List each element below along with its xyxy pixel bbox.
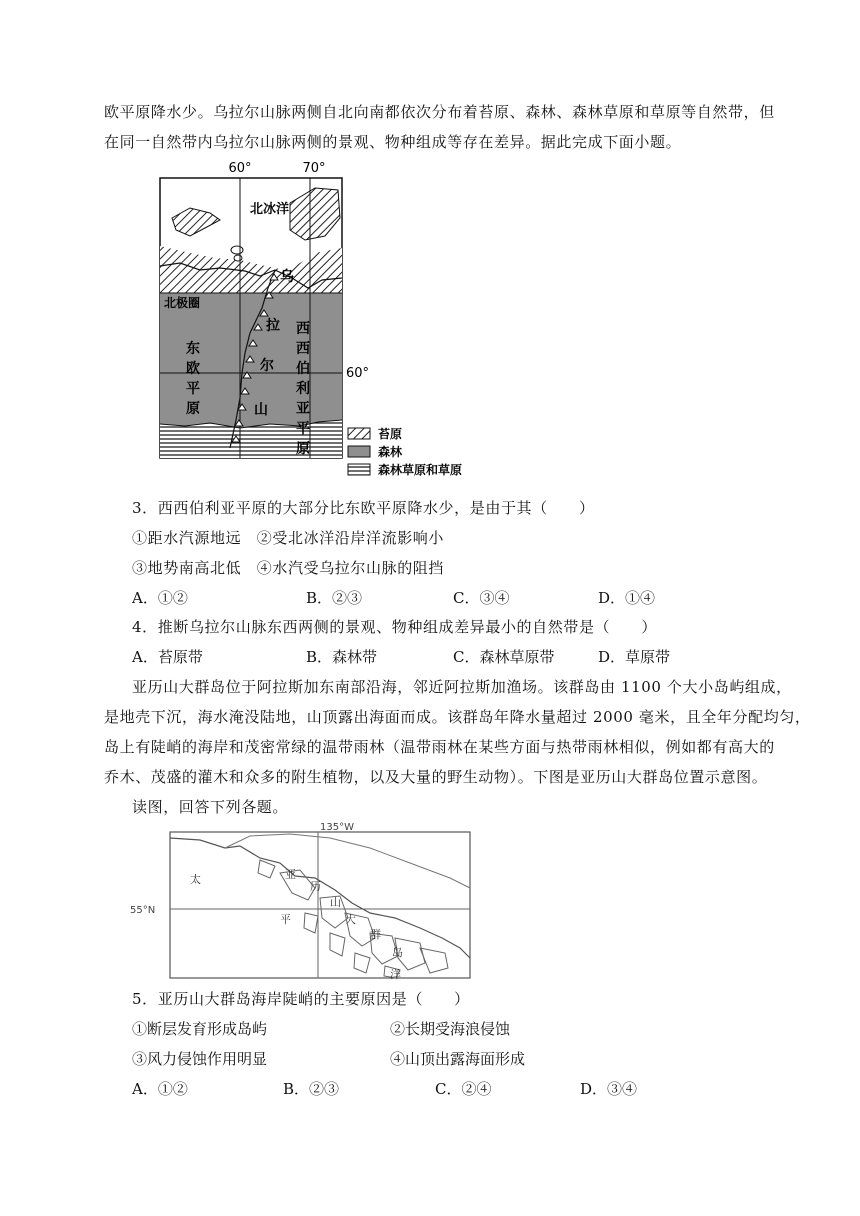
- passage2-line-5: 读图，回答下列各题。: [132, 798, 289, 816]
- ural-natural-zones-map: [150, 158, 490, 480]
- q4-stem: 4．推断乌拉尔山脉东西两侧的景观、物种组成差异最小的自然带是（ ）: [132, 618, 657, 636]
- svg-text:利: 利: [296, 381, 310, 397]
- lon-60-label: 60°: [228, 161, 252, 176]
- svg-text:历: 历: [310, 880, 321, 893]
- intro-line-1: 欧平原降水少。乌拉尔山脉两侧自北向南都依次分布着苔原、森林、森林草原和草原等自然带，但: [104, 103, 775, 121]
- map-legend: [348, 426, 462, 477]
- svg-text:苔原: 苔原: [378, 427, 403, 441]
- lon-70-label: 70°: [302, 161, 326, 176]
- q3-option-a: A．①②: [132, 589, 188, 607]
- svg-text:伯: 伯: [296, 361, 310, 377]
- passage2-line-2: 是地壳下沉，海水淹没陆地，山顶露出海面而成。该群岛年降水量超过 2000 毫米，且全年分配均匀，: [104, 708, 811, 726]
- svg-text:东: 东: [186, 341, 200, 357]
- svg-text:尔: 尔: [260, 358, 274, 374]
- lat-60-label: 60°: [346, 366, 370, 381]
- q5-option-b: B．②③: [283, 1080, 340, 1098]
- q5-option-d: D．③④: [580, 1080, 638, 1098]
- svg-text:群: 群: [370, 928, 381, 941]
- q3-stem: 3．西西伯利亚平原的大部分比东欧平原降水少，是由于其（ ）: [132, 499, 595, 517]
- svg-text:平: 平: [280, 913, 291, 926]
- svg-text:西: 西: [296, 341, 310, 357]
- q3-option-c: C．③④: [453, 589, 510, 607]
- q4-option-d: D．草原带: [598, 648, 671, 666]
- svg-text:山: 山: [254, 402, 268, 418]
- svg-text:太: 太: [190, 873, 201, 886]
- svg-text:拉: 拉: [266, 318, 280, 334]
- q5-option-a: A．①②: [132, 1080, 188, 1098]
- svg-text:欧: 欧: [186, 361, 200, 377]
- svg-text:原: 原: [296, 441, 310, 457]
- svg-text:亚: 亚: [296, 401, 310, 417]
- lat-55n-label: 55°N: [130, 905, 156, 916]
- q4-option-c: C．森林草原带: [453, 648, 555, 666]
- svg-text:大: 大: [345, 913, 356, 926]
- svg-text:原: 原: [186, 401, 200, 417]
- q4-option-a: A．苔原带: [132, 648, 203, 666]
- q5-stem: 5．亚历山大群岛海岸陡峭的主要原因是（ ）: [132, 990, 470, 1008]
- svg-text:岛: 岛: [392, 946, 403, 959]
- lon-135w-label: 135°W: [320, 822, 354, 833]
- svg-text:平: 平: [296, 421, 310, 437]
- svg-text:洋: 洋: [390, 968, 401, 981]
- q4-option-b: B．森林带: [306, 648, 378, 666]
- q5-choice-2: ②长期受海浪侵蚀: [390, 1020, 511, 1038]
- arctic-circle-label: 北极圈: [164, 296, 201, 310]
- ocean-label: 北冰洋: [250, 202, 290, 217]
- alexander-archipelago-map: [130, 818, 475, 984]
- passage2-line-4: 乔木、茂盛的灌木和众多的附生植物，以及大量的野生动物）。下图是亚历山大群岛位置示意图。: [104, 768, 768, 786]
- passage2-line-3: 岛上有陡峭的海岸和茂密常绿的温带雨林（温带雨林在某些方面与热带雨林相似，例如都有高大的: [104, 738, 775, 756]
- svg-text:森林: 森林: [378, 445, 403, 459]
- q3-choices-1: ①距水汽源地远 ②受北冰洋沿岸洋流影响小: [132, 529, 445, 547]
- q5-option-c: C．②④: [435, 1080, 492, 1098]
- svg-text:西: 西: [296, 321, 310, 337]
- svg-text:山: 山: [330, 896, 341, 909]
- intro-line-2: 在同一自然带内乌拉尔山脉两侧的景观、物种组成等存在差异。据此完成下面小题。: [104, 133, 682, 151]
- q5-choice-3: ③风力侵蚀作用明显: [132, 1050, 268, 1068]
- q3-choices-2: ③地势南高北低 ④水汽受乌拉尔山脉的阻挡: [132, 559, 445, 577]
- svg-text:亚: 亚: [285, 868, 296, 881]
- q3-option-b: B．②③: [306, 589, 363, 607]
- q3-option-d: D．①④: [598, 589, 656, 607]
- svg-text:森林草原和草原: 森林草原和草原: [378, 463, 463, 477]
- svg-text:平: 平: [186, 381, 200, 397]
- passage2-line-1: 亚历山大群岛位于阿拉斯加东南部沿海，邻近阿拉斯加渔场。该群岛由 1100 个大小岛屿组成，: [132, 678, 792, 696]
- west-siberian-plain-label: [296, 321, 310, 457]
- q5-choice-4: ④山顶出露海面形成: [390, 1050, 526, 1068]
- q5-choice-1: ①断层发育形成岛屿: [132, 1020, 268, 1038]
- svg-text:乌: 乌: [280, 269, 294, 285]
